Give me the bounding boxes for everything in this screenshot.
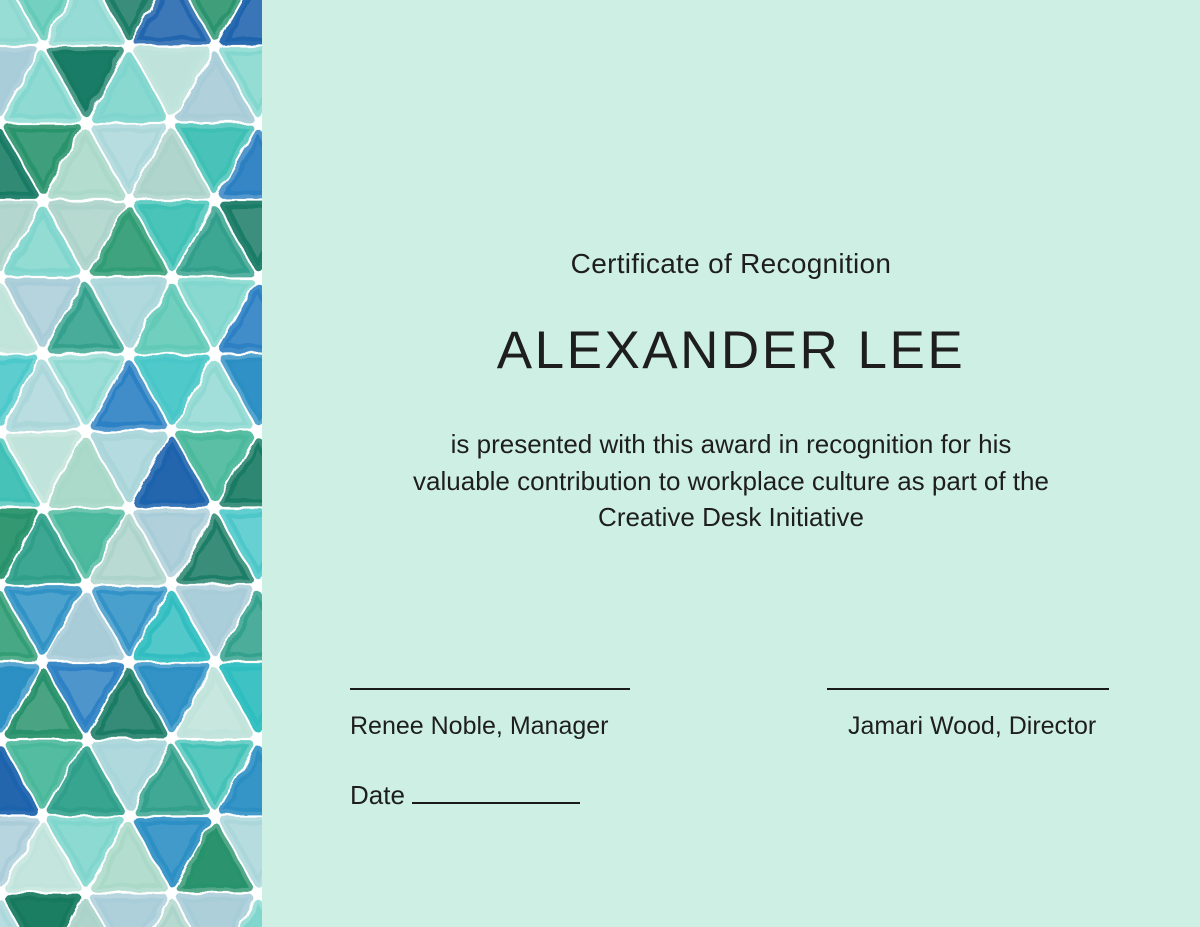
date-row <box>350 779 580 811</box>
body-line-2: valuable contribution to workplace culture as part of the <box>413 465 1049 496</box>
signature-line-manager <box>350 688 630 690</box>
body-line-3: Creative Desk Initiative <box>598 502 864 532</box>
triangle-pattern-svg <box>0 0 262 927</box>
signature-line-director <box>827 688 1109 690</box>
date-fill-line <box>412 783 580 804</box>
body-line-1: is presented with this award in recognition for his <box>450 429 1012 459</box>
signature-name-manager: Renee Noble, Manager <box>350 712 609 740</box>
certificate-body <box>262 426 1200 536</box>
watercolor-triangle-pattern <box>0 0 262 927</box>
date-label: Date <box>350 780 405 810</box>
recipient-name: ALEXANDER LEE <box>496 321 966 380</box>
certificate-title: Certificate of Recognition <box>570 248 892 279</box>
signature-block-director <box>827 688 1109 741</box>
signature-block-manager <box>350 688 630 741</box>
certificate-content <box>262 0 1200 927</box>
signature-name-director: Jamari Wood, Director <box>848 712 1097 740</box>
